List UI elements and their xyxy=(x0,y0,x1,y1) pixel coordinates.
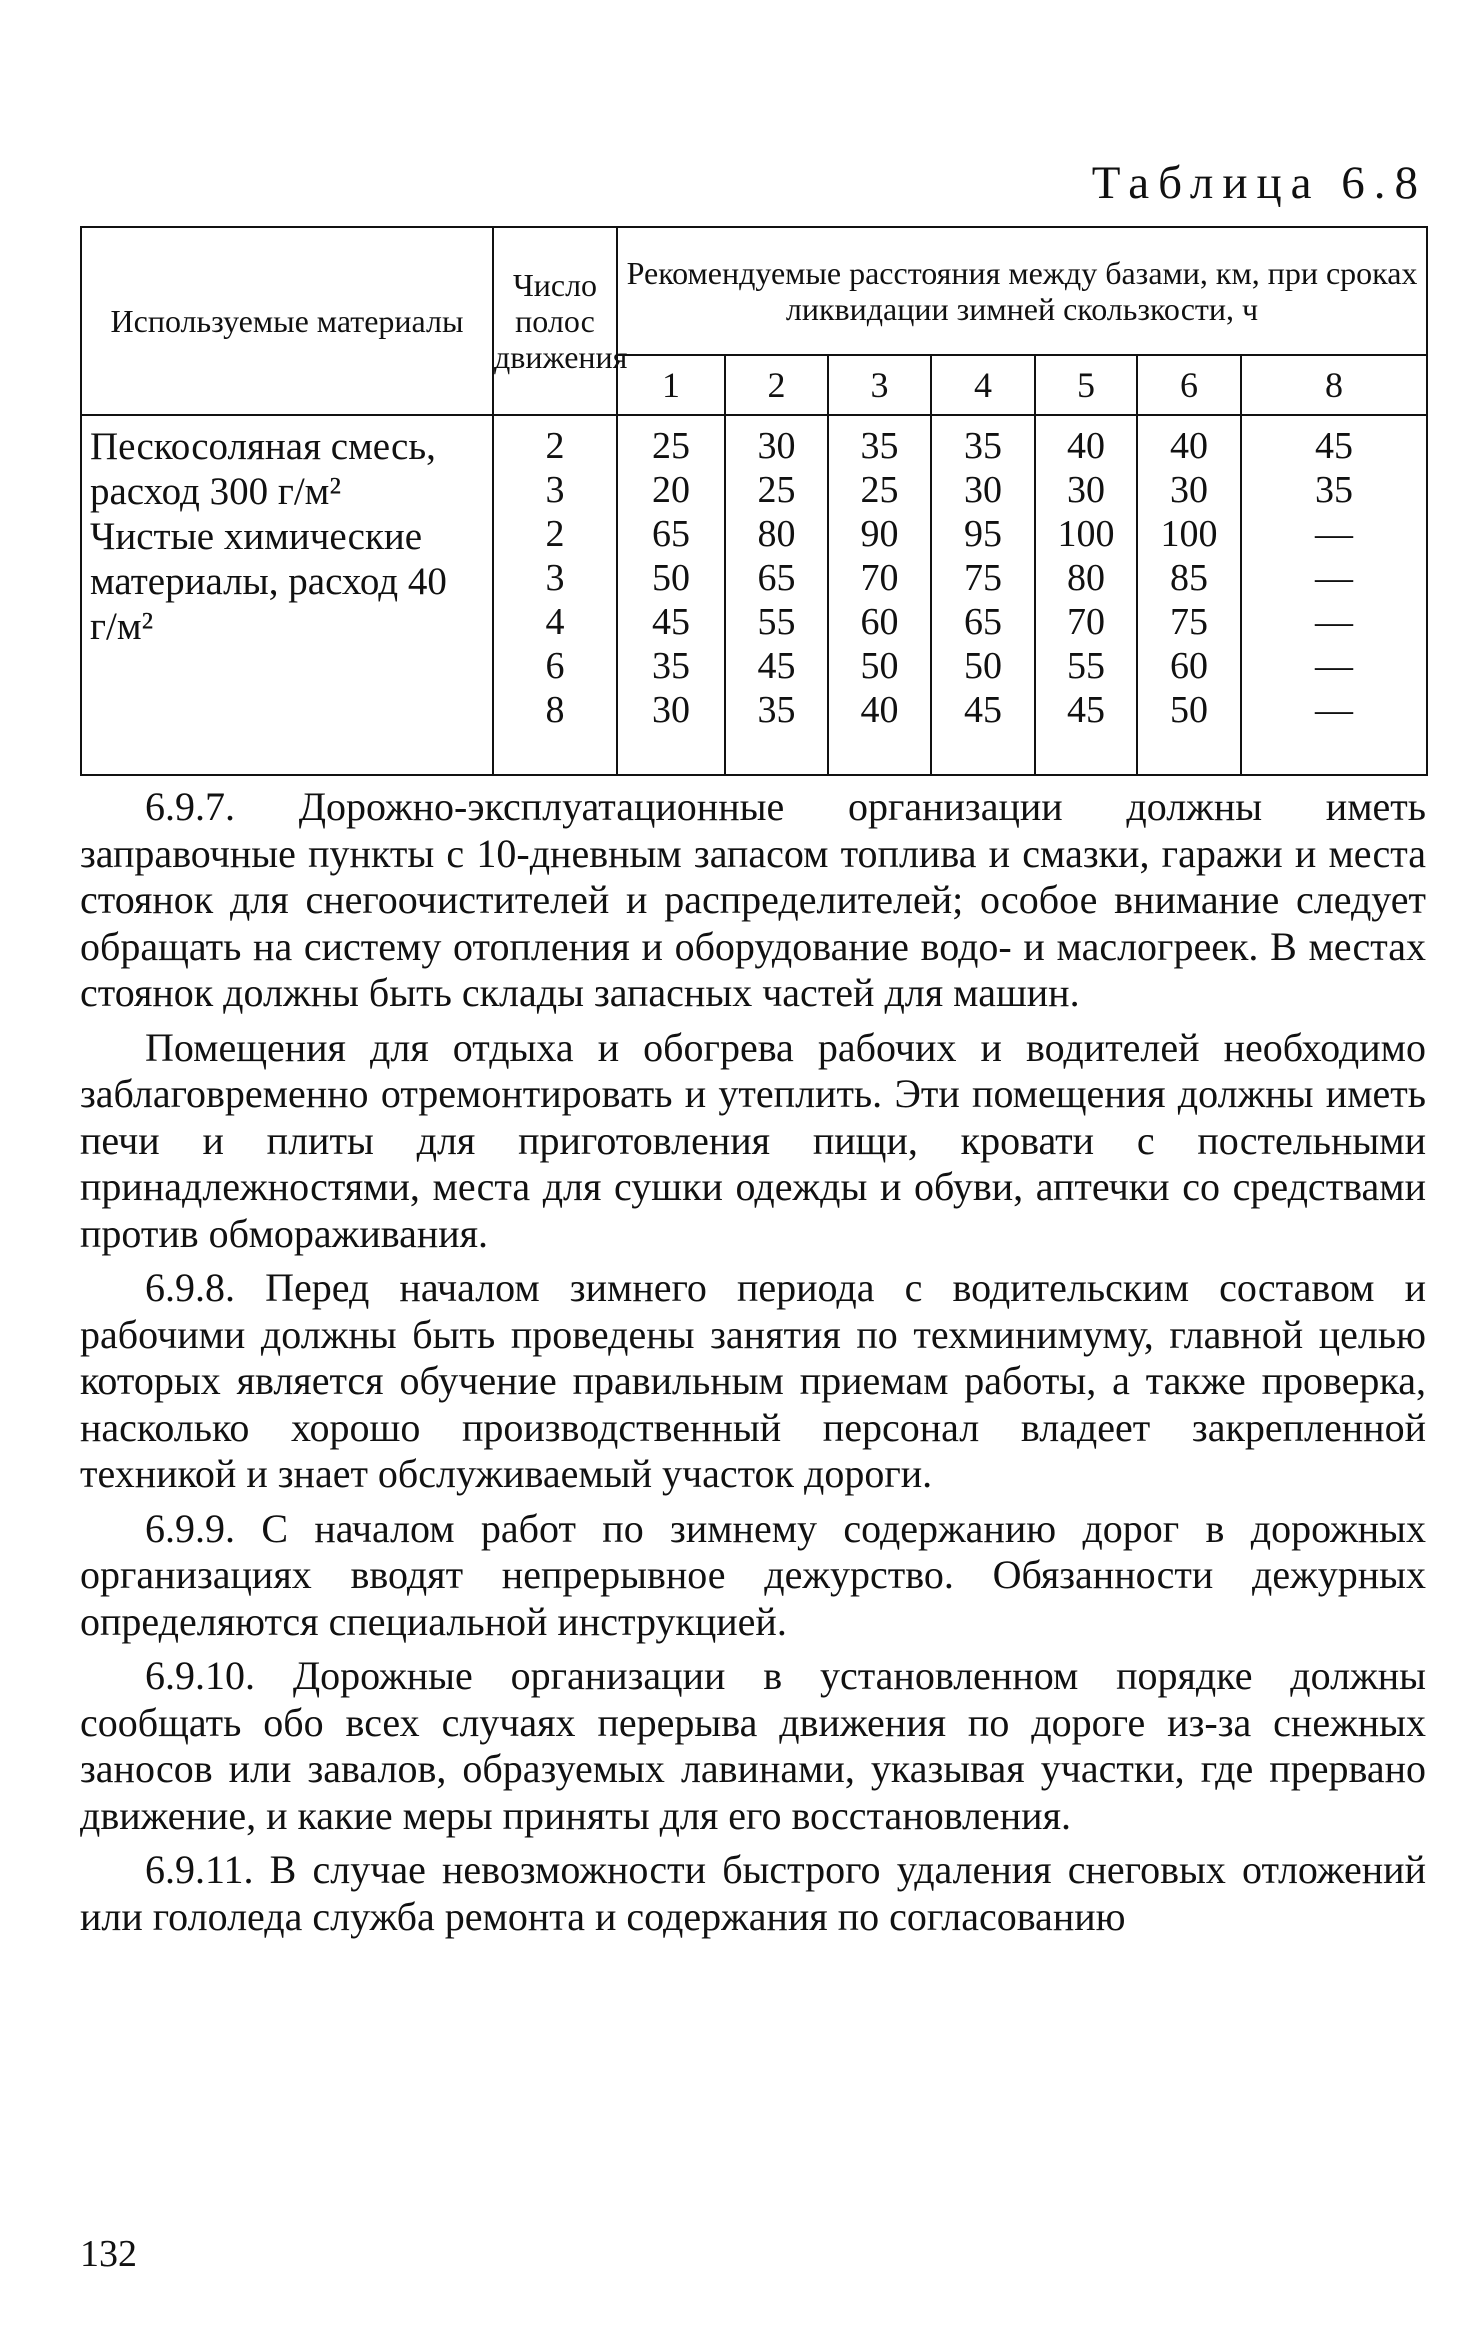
hour-header-cell: 8 xyxy=(1241,355,1427,415)
hour-header-cell: 6 xyxy=(1137,355,1241,415)
lanes-value: 6 xyxy=(545,645,565,687)
distance-value: 100 xyxy=(1160,513,1218,555)
distance-value: 100 xyxy=(1057,513,1115,555)
distance-value: 25 xyxy=(652,425,690,467)
distance-value: 45 xyxy=(964,689,1002,731)
page-number: 132 xyxy=(80,2233,137,2275)
distance-value: 50 xyxy=(1170,689,1208,731)
distance-value: 45 xyxy=(652,601,690,643)
distance-value: 95 xyxy=(964,513,1002,555)
distance-table xyxy=(80,226,1428,776)
distance-value: 25 xyxy=(860,469,899,511)
lanes-value: 8 xyxy=(545,689,565,731)
lanes-value: 4 xyxy=(545,601,565,643)
distance-value: 65 xyxy=(652,513,690,555)
distance-value: 50 xyxy=(652,557,690,599)
material-line: расход 300 г/м² xyxy=(90,470,342,513)
material-line: Пескосоляная смесь, xyxy=(90,425,436,468)
distance-value: — xyxy=(1315,557,1353,599)
distance-value: 40 xyxy=(1170,425,1208,467)
distance-column-cell xyxy=(1137,415,1241,775)
distance-value: 50 xyxy=(964,645,1002,687)
table-row xyxy=(81,415,1427,775)
distance-value: — xyxy=(1315,689,1353,731)
lanes-value: 3 xyxy=(545,469,565,511)
distance-value: 35 xyxy=(964,425,1002,467)
distance-column-cell xyxy=(725,415,828,775)
material-line: г/м² xyxy=(90,605,154,648)
distance-value: 60 xyxy=(1170,645,1208,687)
distance-value: 35 xyxy=(860,425,899,467)
header-lanes: Число полос движения xyxy=(493,227,617,415)
hour-header-cell: 3 xyxy=(828,355,931,415)
distance-value: 35 xyxy=(652,645,690,687)
distance-value: 25 xyxy=(757,469,796,511)
distance-value: 30 xyxy=(1067,469,1105,511)
distance-value: 90 xyxy=(860,513,899,555)
lanes-cell xyxy=(493,415,617,775)
distance-value: 20 xyxy=(652,469,690,511)
distance-value: 65 xyxy=(757,557,796,599)
distance-value: 70 xyxy=(1067,601,1105,643)
distance-value: 40 xyxy=(860,689,899,731)
distance-column-cell xyxy=(1035,415,1137,775)
paragraph: 6.9.10. Дорожные организации в установленном порядке должны сообщать обо всех случаях перерыва движения по дороге из-за снежных заносов или завалов, образуемых лавинами, указывая участки, где прервано движение, и какие меры приняты для его восстановления. xyxy=(80,1653,1426,1838)
distance-value: 40 xyxy=(1067,425,1105,467)
distance-column-cell xyxy=(828,415,931,775)
distance-value: 35 xyxy=(1315,469,1353,511)
distance-value: 65 xyxy=(964,601,1002,643)
distance-value: 30 xyxy=(964,469,1002,511)
header-materials: Используемые материалы xyxy=(81,227,493,415)
lanes-value: 2 xyxy=(545,425,565,467)
hour-header-cell: 4 xyxy=(931,355,1035,415)
paragraph: 6.9.11. В случае невозможности быстрого удаления снеговых отложений или гололеда служба ремонта и содержания по согласованию xyxy=(80,1847,1426,1939)
distance-value: 30 xyxy=(757,425,796,467)
body-text xyxy=(80,784,1426,1948)
hour-header-cell: 2 xyxy=(725,355,828,415)
lanes-value: 2 xyxy=(545,513,565,555)
distance-value: 50 xyxy=(860,645,899,687)
paragraph: 6.9.9. С началом работ по зимнему содержанию дорог в дорожных организациях вводят непрерывное дежурство. Обязанности дежурных определяются специальной инструкцией. xyxy=(80,1505,1426,1644)
distance-value: 70 xyxy=(860,557,899,599)
hour-header-cell: 1 xyxy=(617,355,725,415)
materials-cell xyxy=(81,415,493,775)
distance-value: — xyxy=(1315,513,1353,555)
distance-value: — xyxy=(1315,645,1353,687)
distance-value: 30 xyxy=(1170,469,1208,511)
distance-column-cell xyxy=(1241,415,1427,775)
header-distances: Рекомендуемые расстояния между базами, км, при сроках ликвидации зимней скользкости, ч xyxy=(617,227,1427,355)
distance-value: 80 xyxy=(1067,557,1105,599)
distance-value: 85 xyxy=(1170,557,1208,599)
distance-value: 55 xyxy=(1067,645,1105,687)
distance-column-cell xyxy=(931,415,1035,775)
distance-value: 45 xyxy=(1067,689,1105,731)
distance-column-cell xyxy=(617,415,725,775)
distance-value: 60 xyxy=(860,601,899,643)
distance-value: 30 xyxy=(652,689,690,731)
paragraph: 6.9.8. Перед началом зимнего периода с водительским составом и рабочими должны быть проведены занятия по техминимуму, главной целью которых является обучение правильным приемам работы, а также проверка, насколько хорошо производственный персонал владеет закрепленной техникой и знает обслуживаемый участок дороги. xyxy=(80,1265,1426,1496)
distance-value: 45 xyxy=(1315,425,1353,467)
distance-value: 75 xyxy=(1170,601,1208,643)
paragraph: 6.9.7. Дорожно-эксплуатационные организации должны иметь заправочные пункты с 10-дневным запасом топлива и смазки, гаражи и места стоянок для снегоочистителей и распределителей; особое внимание следует обращать на систему отопления и оборудование водо- и маслогреек. В местах стоянок должны быть склады запасных частей для машин. xyxy=(80,784,1426,1015)
hour-header-cell: 5 xyxy=(1035,355,1137,415)
distance-value: — xyxy=(1315,601,1353,643)
distance-value: 55 xyxy=(757,601,796,643)
distance-value: 45 xyxy=(757,645,796,687)
table-caption: Таблица 6.8 xyxy=(1091,157,1427,209)
lanes-value: 3 xyxy=(545,557,565,599)
distance-value: 35 xyxy=(757,689,796,731)
distance-value: 75 xyxy=(964,557,1002,599)
material-line: материалы, расход 40 xyxy=(90,560,447,603)
material-line: Чистые химические xyxy=(90,515,423,558)
paragraph: Помещения для отдыха и обогрева рабочих и водителей необходимо заблаговременно отремонтировать и утеплить. Эти помещения должны иметь печи и плиты для приготовления пищи, кровати с постельными принадлежностями, места для сушки одежды и обуви, аптечки со средствами против обмораживания. xyxy=(80,1024,1426,1256)
distance-value: 80 xyxy=(757,513,796,555)
